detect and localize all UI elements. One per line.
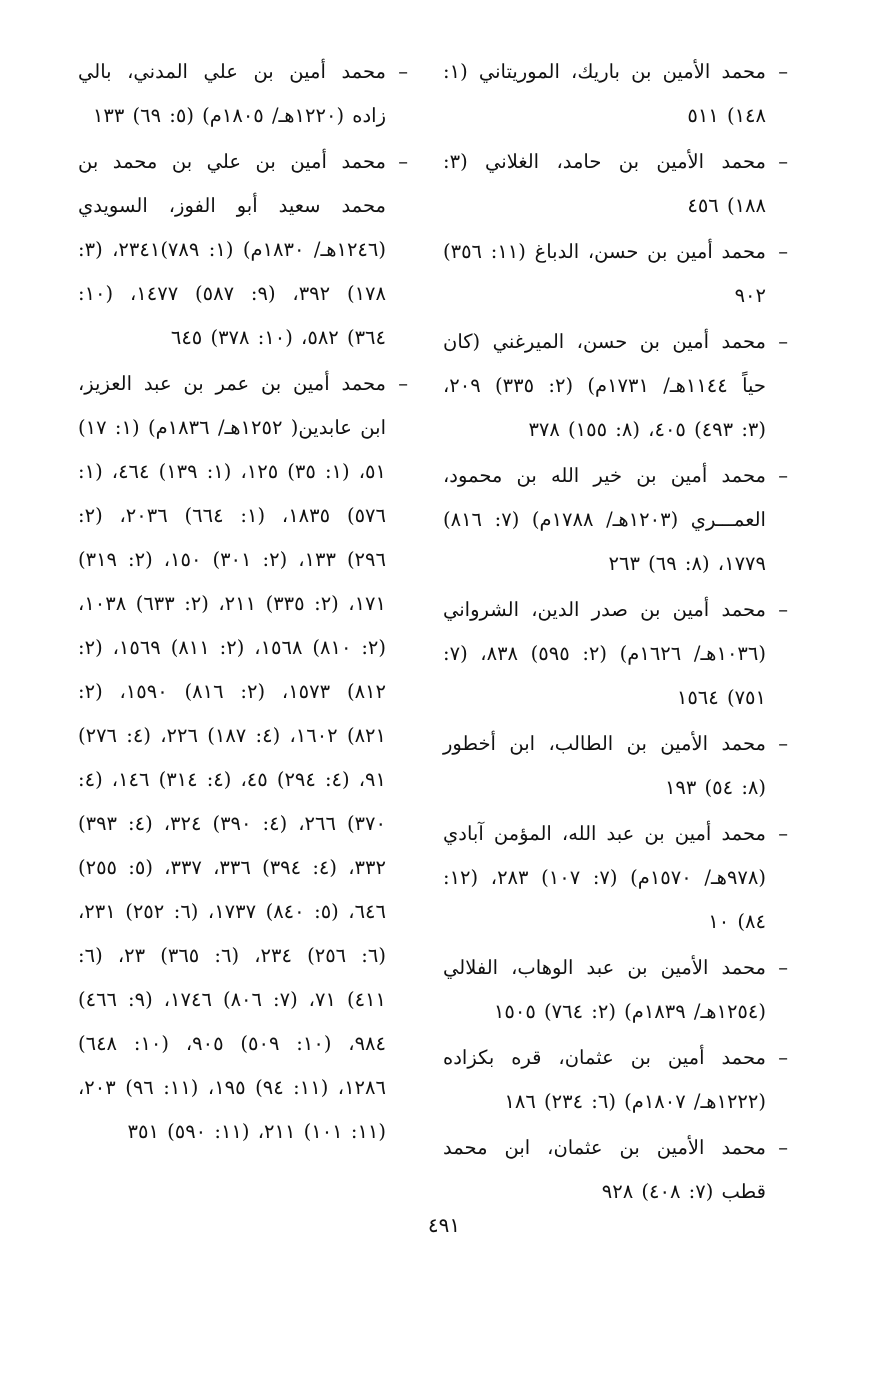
entry-text: محمد أمين بن عبد الله، المؤمن آبادي (٩٧٨هـ/ ١٥٧٠م) (٧: ١٠٧) ٢٨٣، (١٢: ٨٤) ١٠	[443, 822, 766, 933]
entry-dash: –	[778, 1136, 788, 1159]
right-column	[443, 50, 788, 1216]
index-entry	[443, 946, 788, 1034]
entry-dash: –	[778, 822, 788, 845]
entry-text: محمد الأمين بن باريك، الموريتاني (١: ١٤٨) ٥١١	[443, 60, 766, 127]
index-entry	[443, 50, 788, 138]
entry-dash: –	[778, 1046, 788, 1069]
index-entry	[443, 1126, 788, 1214]
index-entry	[443, 454, 788, 586]
entry-dash: –	[778, 732, 788, 755]
entry-text: محمد أمين بن علي المدني، بالي زاده (١٢٢٠هـ/ ١٨٠٥م) (٥: ٦٩) ١٣٣	[78, 60, 386, 127]
index-entry	[78, 50, 408, 138]
entry-dash: –	[778, 598, 788, 621]
index-entry	[78, 362, 408, 1154]
entry-dash: –	[778, 60, 788, 83]
entry-dash: –	[778, 240, 788, 263]
entry-dash: –	[398, 60, 408, 83]
entry-dash: –	[398, 150, 408, 173]
index-entry	[443, 1036, 788, 1124]
index-entry	[443, 588, 788, 720]
index-entry	[443, 320, 788, 452]
entry-dash: –	[778, 464, 788, 487]
entry-text: محمد أمين بن علي بن محمد بن محمد سعيد أبو الفوز، السويدي (١٢٤٦هـ/ ١٨٣٠م) (١: ٧٨٩)٢٣٤١، (٣: ١٧٨) ٣٩٢، (٩: ٥٨٧) ١٤٧٧، (١٠: ٣٦٤) ٥٨٢، (١٠: ٣٧٨) ٦٤٥	[78, 150, 386, 349]
entry-text: محمد أمين بن عثمان، قره بكزاده (١٢٢٢هـ/ ١٨٠٧م) (٦: ٢٣٤) ١٨٦	[443, 1046, 766, 1113]
index-entry	[443, 812, 788, 944]
entry-text: محمد أمين بن عمر بن عبد العزيز، ابن عابدين( ١٢٥٢هـ/ ١٨٣٦م) (١: ١٧) ٥١، (١: ٣٥) ١٢٥، (١: ١٣٩) ٤٦٤، (١: ٥٧٦) ١٨٣٥، (١: ٦٦٤) ٢٠٣٦، (٢: ٢٩٦) ١٣٣، (٢: ٣٠١) ١٥٠، (٢: ٣١٩) ١٧١، (٢: ٣٣٥) ٢١١، (٢: ٦٣٣) ١٠٣٨، (٢: ٨١٠) ١٥٦٨، (٢: ٨١١) ١٥٦٩، (٢: ٨١٢) ١٥٧٣، (٢: ٨١٦) ١٥٩٠، (٢: ٨٢١) ١٦٠٢، (٤: ١٨٧) ٢٢٦، (٤: ٢٧٦) ٩١، (٤: ٢٩٤) ٤٥، (٤: ٣١٤) ١٤٦، (٤: ٣٧٠) ٢٦٦، (٤: ٣٩٠) ٣٢٤، (٤: ٣٩٣) ٣٣٢، (٤: ٣٩٤) ٣٣٦، ٣٣٧، (٥: ٢٥٥) ٦٤٦، (٥: ٨٤٠) ١٧٣٧، (٦: ٢٥٢) ٢٣١، (٦: ٢٥٦) ٢٣٤، (٦: ٣٦٥) ٢٣، (٦: ٤١١) ٧١، (٧: ٨٠٦) ١٧٤٦، (٩: ٤٦٦) ٩٨٤، (١٠: ٥٠٩) ٩٠٥، (١٠: ٦٤٨) ١٢٨٦، (١١: ٩٤) ١٩٥، (١١: ٩٦) ٢٠٣، (١١: ١٠١) ٢١١، (١١: ٥٩٠) ٣٥١	[78, 372, 387, 1143]
entry-text: محمد أمين بن خير الله بن محمود، العمـــري (١٢٠٣هـ/ ١٧٨٨م) (٧: ٨١٦) ١٧٧٩، (٨: ٦٩) ٢٦٣	[443, 464, 766, 575]
index-entry	[443, 230, 788, 318]
index-entry	[443, 722, 788, 810]
entry-text: محمد أمين بن حسن، الميرغني (كان حياً ١١٤٤هـ/ ١٧٣١م) (٢: ٣٣٥) ٢٠٩، (٣: ٤٩٣) ٤٠٥، (٨: ١٥٥) ٣٧٨	[443, 330, 766, 441]
entry-dash: –	[778, 330, 788, 353]
entry-text: محمد الأمين بن عثمان، ابن محمد قطب (٧: ٤٠٨) ٩٢٨	[443, 1136, 766, 1203]
entry-text: محمد الأمين بن الطالب، ابن أخطور (٨: ٥٤) ١٩٣	[443, 732, 766, 799]
page-number: ٤٩١	[427, 1213, 461, 1237]
entry-text: محمد الأمين بن حامد، الغلاني (٣: ١٨٨) ٤٥٦	[443, 150, 766, 217]
entry-text: محمد أمين بن حسن، الدباغ (١١: ٣٥٦) ٩٠٢	[443, 240, 766, 307]
index-entry	[78, 140, 408, 360]
entry-dash: –	[778, 956, 788, 979]
index-entry	[443, 140, 788, 228]
entry-dash: –	[398, 372, 408, 395]
entry-text: محمد أمين بن صدر الدين، الشرواني (١٠٣٦هـ/ ١٦٢٦م) (٢: ٥٩٥) ٨٣٨، (٧: ٧٥١) ١٥٦٤	[443, 598, 766, 709]
entry-text: محمد الأمين بن عبد الوهاب، الفلالي (١٢٥٤هـ/ ١٨٣٩م) (٢: ٧٦٤) ١٥٠٥	[443, 956, 766, 1023]
left-column	[78, 50, 408, 1156]
entry-dash: –	[778, 150, 788, 173]
